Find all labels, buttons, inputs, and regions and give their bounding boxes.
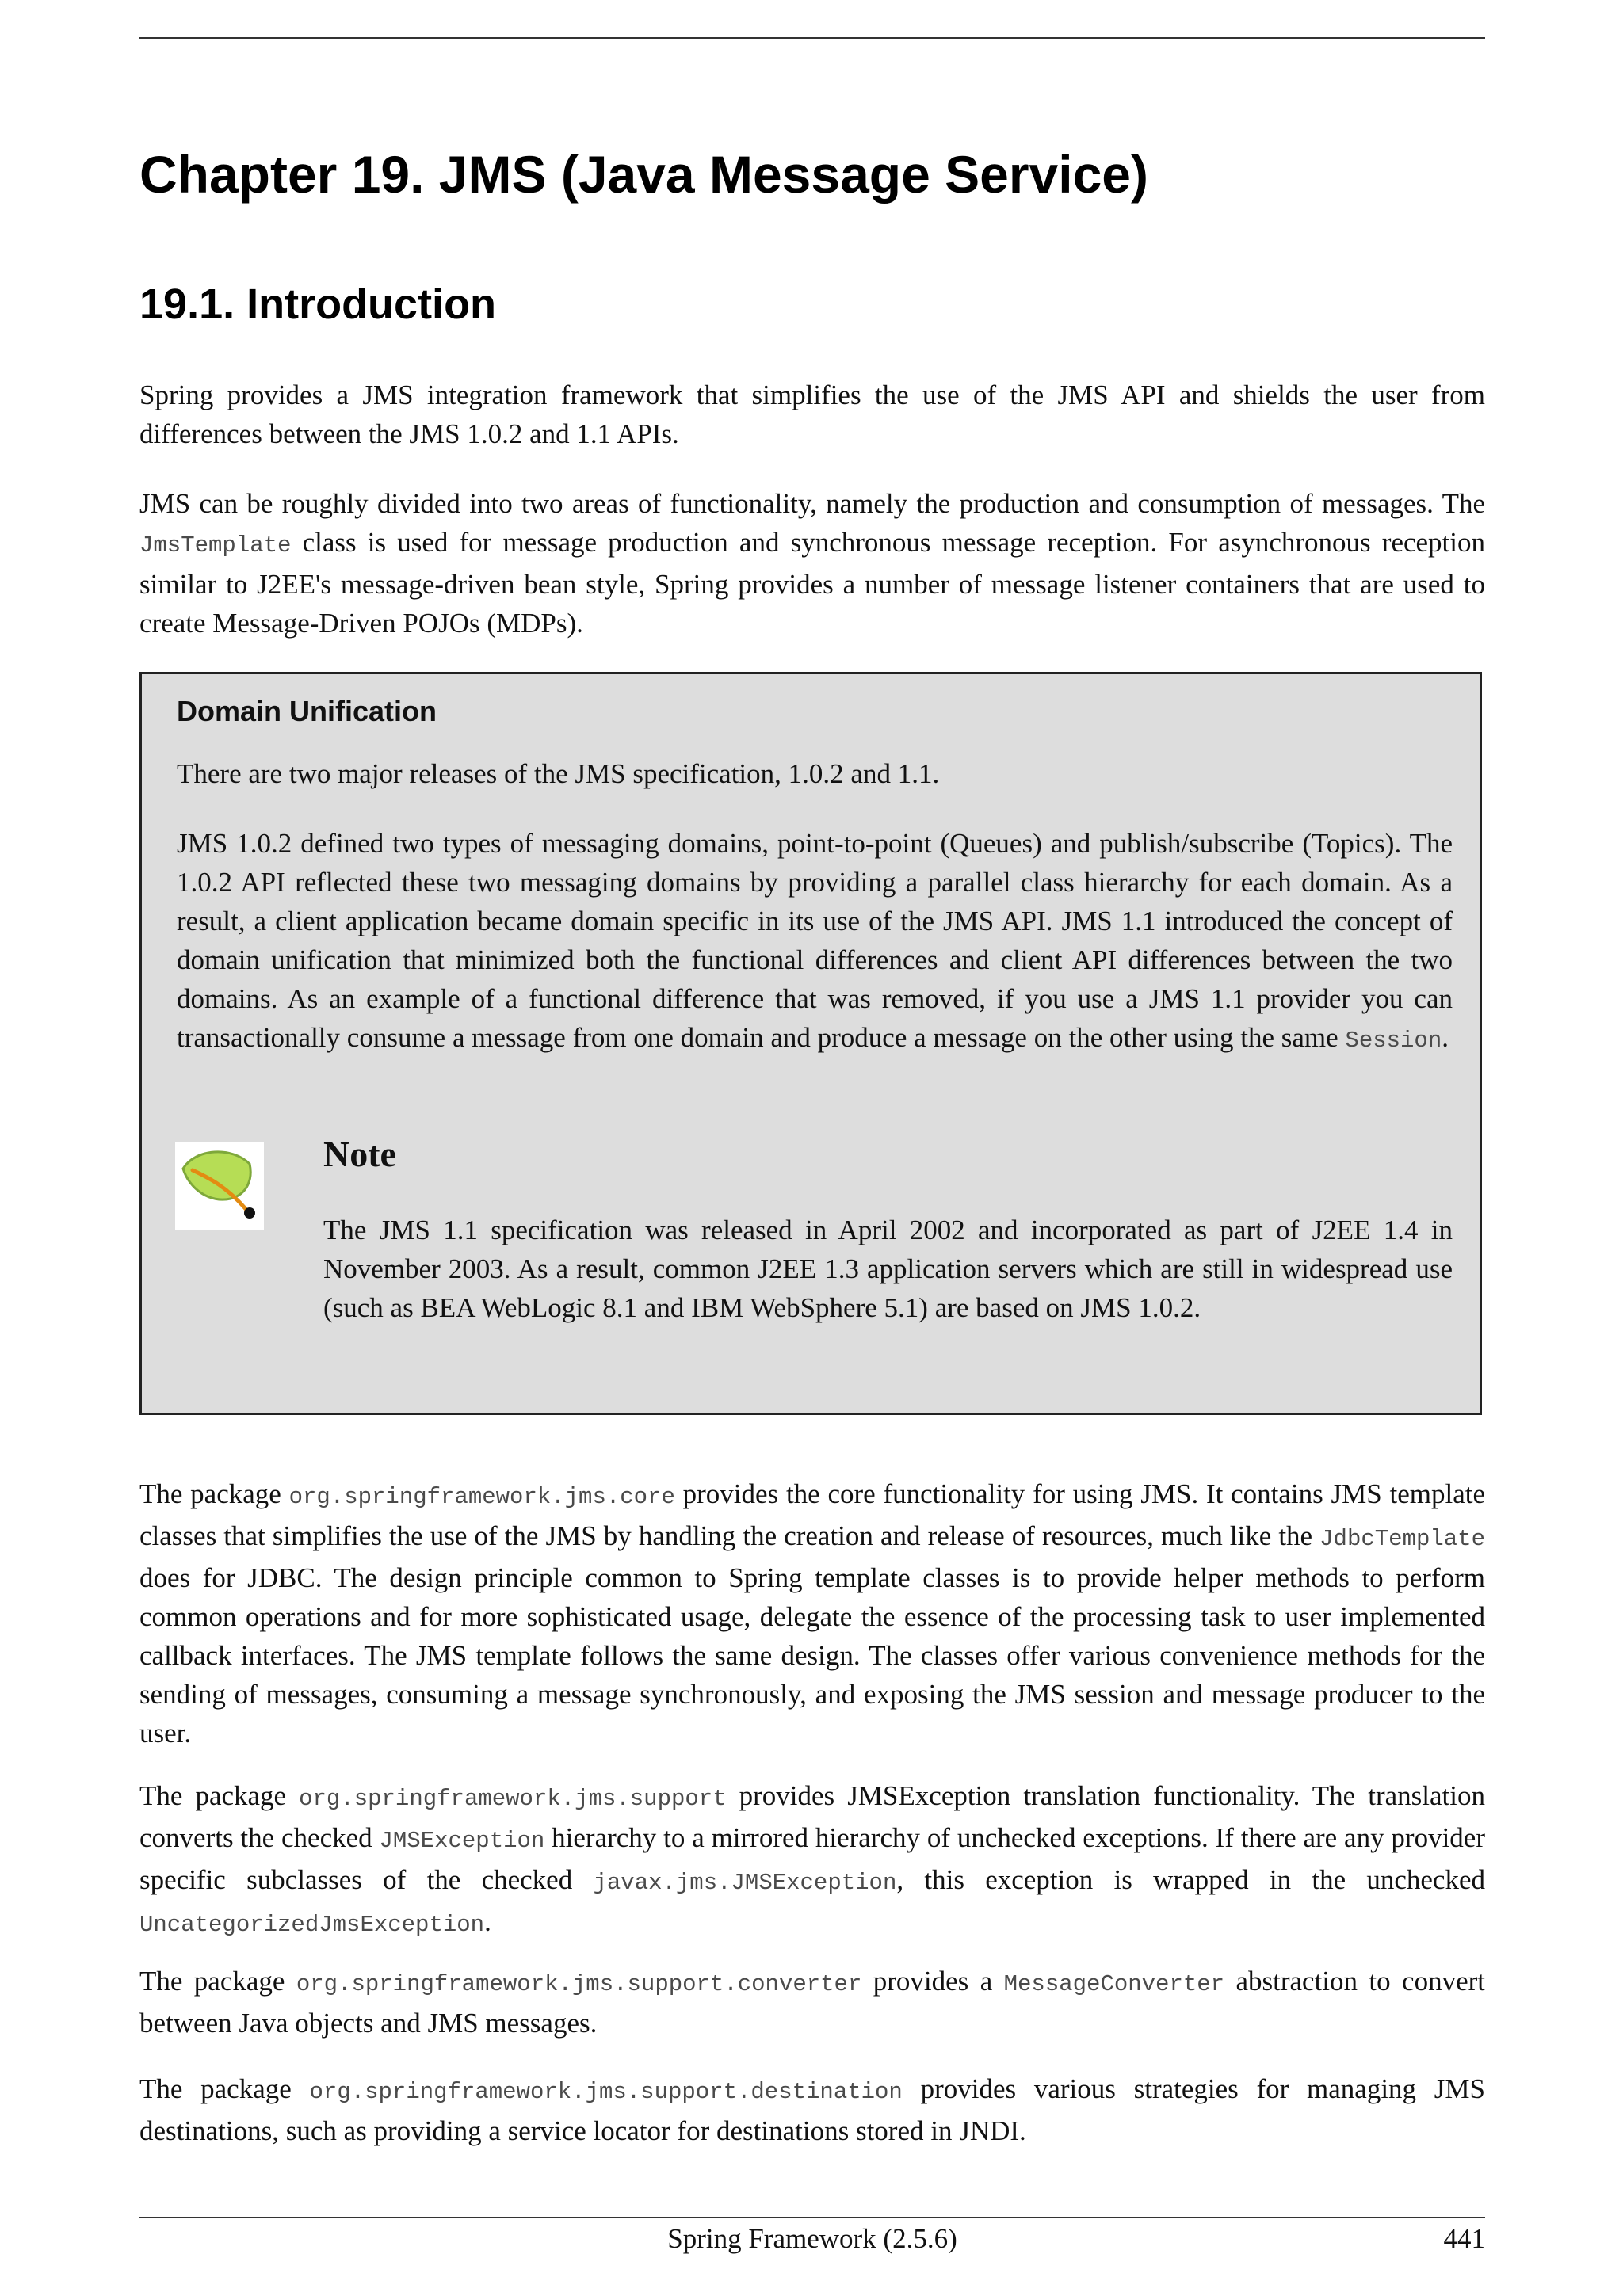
text-span: provides JMSException translation functionality. The translation converts the checked xyxy=(139,1780,1485,1853)
note-title: Note xyxy=(323,1134,396,1174)
core-package-paragraph xyxy=(139,1474,1485,1753)
header-rule xyxy=(139,37,1485,39)
text-span: The package xyxy=(139,2073,310,2104)
destination-package-paragraph xyxy=(139,2069,1485,2150)
note-text: The JMS 1.1 specification was released in April 2002 and incorporated as part of J2EE 1.4 in November 2003. As a result, common J2EE 1.3 application servers which are still in widespread use (such as BEA WebLogic 8.1 and IBM WebSphere 5.1) are based on JMS 1.0.2. xyxy=(323,1215,1453,1323)
footer-rule xyxy=(139,2217,1485,2218)
text-span: , this exception is wrapped in the unchecked xyxy=(896,1864,1485,1895)
leaf-note-icon xyxy=(175,1142,264,1230)
page-number: 441 xyxy=(1443,2223,1485,2254)
text-span: The package xyxy=(139,1780,300,1811)
intro-paragraph-1: Spring provides a JMS integration framework that simplifies the use of the JMS API and shields the user from differences between the JMS 1.0.2 and 1.1 APIs. xyxy=(139,379,1485,449)
code-jdbctemplate: JdbcTemplate xyxy=(1319,1526,1485,1552)
text-span: The package xyxy=(139,1478,289,1509)
code-messageconverter: MessageConverter xyxy=(1003,1971,1225,1997)
text-span: The package xyxy=(139,1966,296,1997)
text-span: does for JDBC. The design principle common to Spring template classes is to provide helper methods to perform common operations and for more sophisticated usage, delegate the essence of the processing task to user implemented callback interfaces. The JMS template follows the same design. The classes offer various convenience methods for the sending of messages, consuming a message synchronously, and exposing the JMS session and message producer to the user. xyxy=(139,1562,1485,1749)
document-page xyxy=(139,0,1485,2296)
text-span: provides a xyxy=(861,1966,1004,1997)
code-package-core: org.springframework.jms.core xyxy=(288,1484,675,1510)
intro-paragraph-2 xyxy=(139,484,1485,643)
code-jmstemplate: JmsTemplate xyxy=(139,532,292,559)
text-span: . xyxy=(1442,1022,1449,1053)
text-span: provides various strategies for managing JMS destinations, such as providing a service locator for destinations stored in JNDI. xyxy=(139,2073,1485,2146)
text-span: abstraction to convert between Java objects and JMS messages. xyxy=(139,1966,1485,2039)
code-javax-jmsexception: javax.jms.JMSException xyxy=(593,1870,897,1896)
code-uncategorized-exception: UncategorizedJmsException xyxy=(139,1912,485,1938)
footer-title: Spring Framework (2.5.6) xyxy=(667,2223,957,2254)
text-span: provides the core functionality for using JMS. It contains JMS template classes that simplifies the use of the JMS by handling the creation and release of resources, much like the xyxy=(139,1478,1485,1551)
sidebar-paragraph-2 xyxy=(177,824,1453,1060)
text-span: JMS 1.0.2 defined two types of messaging domains, point-to-point (Queues) and publish/subscribe (Topics). The 1.0.2 API reflected these two messaging domains by providing a parallel class hierarchy for each domain. As a result, a client application became domain specific in its use of the JMS API. JMS 1.1 introduced the concept of domain unification that minimized both the functional differences and client API differences between the two domains. As an example of a functional difference that was removed, if you use a JMS 1.1 provider you can transactionally consume a message from one domain and produce a message on the other using the same xyxy=(177,828,1453,1053)
code-package-converter: org.springframework.jms.support.converter xyxy=(296,1971,862,1997)
section-title: 19.1. Introduction xyxy=(139,280,497,328)
code-session: Session xyxy=(1345,1028,1442,1054)
text-span: JMS can be roughly divided into two areas of functionality, namely the production and consumption of messages. The xyxy=(139,488,1485,519)
converter-package-paragraph xyxy=(139,1962,1485,2042)
chapter-title: Chapter 19. JMS (Java Message Service) xyxy=(139,145,1148,204)
sidebar-title: Domain Unification xyxy=(177,695,437,727)
text-span: . xyxy=(484,1906,491,1937)
text-span: class is used for message production and synchronous message reception. For asynchronous reception similar to J2EE's message-driven bean style, Spring provides a number of message listener containers that are used to create Message-Driven POJOs (MDPs). xyxy=(139,527,1485,639)
support-package-paragraph xyxy=(139,1776,1485,1944)
code-jmsexception: JMSException xyxy=(379,1828,545,1854)
text-span: hierarchy to a mirrored hierarchy of unchecked exceptions. If there are any provider specific subclasses of the checked xyxy=(139,1822,1485,1895)
sidebar-paragraph-1: There are two major releases of the JMS specification, 1.0.2 and 1.1. xyxy=(177,758,940,789)
code-package-support: org.springframework.jms.support xyxy=(299,1786,727,1812)
domain-unification-sidebar xyxy=(139,672,1482,1415)
code-package-destination: org.springframework.jms.support.destination xyxy=(309,2079,903,2105)
